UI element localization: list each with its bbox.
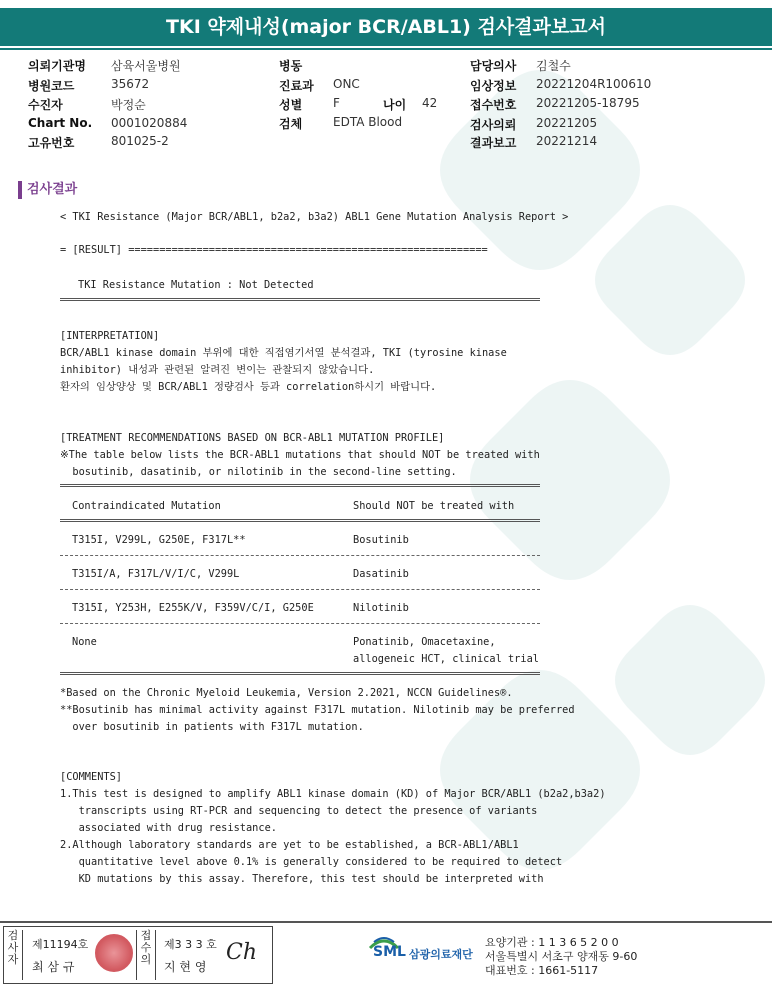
doctor-label: 담당의사 — [470, 59, 517, 73]
hospital-name-label: 의뢰기관명 — [28, 59, 86, 73]
agency-code: 요양기관 : 1 1 3 6 5 2 0 0 — [485, 936, 619, 949]
interpretation-header: [INTERPRETATION] — [60, 330, 160, 342]
patient-value: 박정순 — [111, 98, 146, 112]
comments-header: [COMMENTS] — [60, 771, 122, 783]
table-row-divider — [60, 589, 540, 590]
comment-line-5: quantitative level above 0.1% is generally considered to be required to detect — [60, 856, 563, 868]
table-row-3-mutation: T315I, Y253H, E255K/V, F359V/C/I, G250E — [72, 602, 314, 614]
approver-number: 제3 3 3 호 — [164, 938, 217, 951]
sex-label: 성별 — [279, 98, 303, 112]
table-row-divider — [60, 623, 540, 624]
section-marker — [18, 181, 22, 199]
sex-value: F — [333, 96, 340, 110]
request-date-value: 20221205 — [536, 116, 598, 130]
report-date-label: 결과보고 — [470, 136, 517, 150]
table-row-2-mutation: T315I/A, F317L/V/I/C, V299L — [72, 568, 240, 580]
inspector-name: 최 삼 규 — [32, 960, 75, 974]
patient-label: 수진자 — [28, 98, 63, 112]
hospital-code-value: 35672 — [111, 77, 150, 91]
treatment-header: [TREATMENT RECOMMENDATIONS BASED ON BCR-ABL1 MUTATION PROFILE] — [60, 432, 445, 444]
inspector-label: 검사자 — [6, 930, 23, 980]
inspector-number: 제11194호 — [32, 938, 89, 951]
comment-line-2: transcripts using RT-PCR and sequencing to detect the presence of variants — [60, 805, 538, 817]
result-line: TKI Resistance Mutation : Not Detected — [78, 279, 314, 291]
comment-line-4: 2.Although laboratory standards are yet to be established, a BCR-ABL1/ABL1 — [60, 839, 519, 851]
report-title: TKI 약제내성(major BCR/ABL1) 검사결과보고서 — [0, 8, 772, 46]
table-row-divider — [60, 555, 540, 556]
approver-label: 접수의 — [136, 930, 156, 980]
note-3: over bosutinib in patients with F317L mutation. — [60, 721, 364, 733]
specimen-label: 검체 — [279, 117, 303, 131]
treatment-line-2: bosutinib, dasatinib, or nilotinib in the second-line setting. — [60, 466, 457, 478]
table-header-mutation: Contraindicated Mutation — [72, 500, 221, 512]
table-header-rule — [60, 519, 540, 522]
request-date-label: 검사의뢰 — [470, 118, 517, 132]
ward-label: 병동 — [279, 59, 303, 73]
table-header-treatment: Should NOT be treated with — [353, 500, 515, 512]
comment-line-6: KD mutations by this assay. Therefore, this test should be interpreted with — [60, 873, 544, 885]
hospital-code-label: 병원코드 — [28, 79, 75, 93]
result-divider — [60, 298, 540, 301]
interpretation-line-1: BCR/ABL1 kinase domain 부위에 대한 직접염기서열 분석결과, TKI (tyrosine kinase — [60, 347, 507, 359]
department-value: ONC — [333, 77, 360, 91]
report-heading: < TKI Resistance (Major BCR/ABL1, b2a2, b3a2) ABL1 Gene Mutation Analysis Report > — [60, 211, 569, 223]
table-bottom-rule — [60, 672, 540, 675]
unique-id-value: 801025-2 — [111, 134, 169, 148]
doctor-value: 김철수 — [536, 59, 571, 73]
report-date-value: 20221214 — [536, 134, 598, 148]
hospital-name-row — [28, 57, 86, 74]
official-seal — [95, 934, 133, 972]
comment-line-1: 1.This test is designed to amplify ABL1 kinase domain (KD) of Major BCR/ABL1 (b2a2,b3a2) — [60, 788, 606, 800]
signature: Ch — [226, 940, 258, 965]
interpretation-line-3: 환자의 임상양상 및 BCR/ABL1 정량검사 등과 correlation하시기 바랍니다. — [60, 381, 437, 393]
treatment-line-1: ※The table below lists the BCR-ABL1 mutations that should NOT be treated with — [60, 449, 540, 461]
footer-divider — [0, 921, 772, 923]
department-label: 진료과 — [279, 79, 314, 93]
specimen-value: EDTA Blood — [333, 115, 403, 129]
phone: 대표번호 : 1661-5117 — [485, 964, 599, 977]
chart-no-label: Chart No. — [28, 116, 93, 130]
note-1: *Based on the Chronic Myeloid Leukemia, Version 2.2021, NCCN Guidelines®. — [60, 687, 513, 699]
accession-value: 20221205-18795 — [536, 96, 640, 110]
table-row-4-mutation: None — [72, 636, 97, 648]
sml-logo-text: SML — [373, 944, 406, 960]
clinical-info-label: 임상정보 — [470, 79, 517, 93]
table-row-1-drug: Bosutinib — [353, 534, 409, 546]
foundation-name: 삼광의료재단 — [409, 948, 473, 961]
approver-name: 지 현 영 — [164, 960, 207, 974]
interpretation-line-2: inhibitor) 내성과 관련된 알려진 변이는 관찰되지 않았습니다. — [60, 364, 375, 376]
clinical-info-value: 20221204R100610 — [536, 77, 652, 91]
accession-label: 접수번호 — [470, 98, 517, 112]
unique-id-label: 고유번호 — [28, 136, 75, 150]
table-row-2-drug: Dasatinib — [353, 568, 409, 580]
address: 서울특별시 서초구 양재동 9-60 — [485, 950, 638, 963]
table-row-4-drug: Ponatinib, Omacetaxine, — [353, 636, 496, 648]
table-row-3-drug: Nilotinib — [353, 602, 409, 614]
comment-line-3: associated with drug resistance. — [60, 822, 277, 834]
age-label: 나이 — [383, 98, 407, 112]
hospital-name-value: 삼육서울병원 — [111, 59, 181, 73]
age-value: 42 — [422, 96, 438, 110]
note-2: **Bosutinib has minimal activity against F317L mutation. Nilotinib may be preferred — [60, 704, 575, 716]
title-divider — [0, 48, 772, 50]
table-row-4-drug-cont: allogeneic HCT, clinical trial — [353, 653, 539, 665]
chart-no-value: 0001020884 — [111, 116, 188, 130]
table-row-1-mutation: T315I, V299L, G250E, F317L** — [72, 534, 246, 546]
table-top-rule — [60, 484, 540, 487]
result-header: = [RESULT] ========================================================== — [60, 244, 488, 256]
section-title: 검사결과 — [27, 182, 78, 197]
